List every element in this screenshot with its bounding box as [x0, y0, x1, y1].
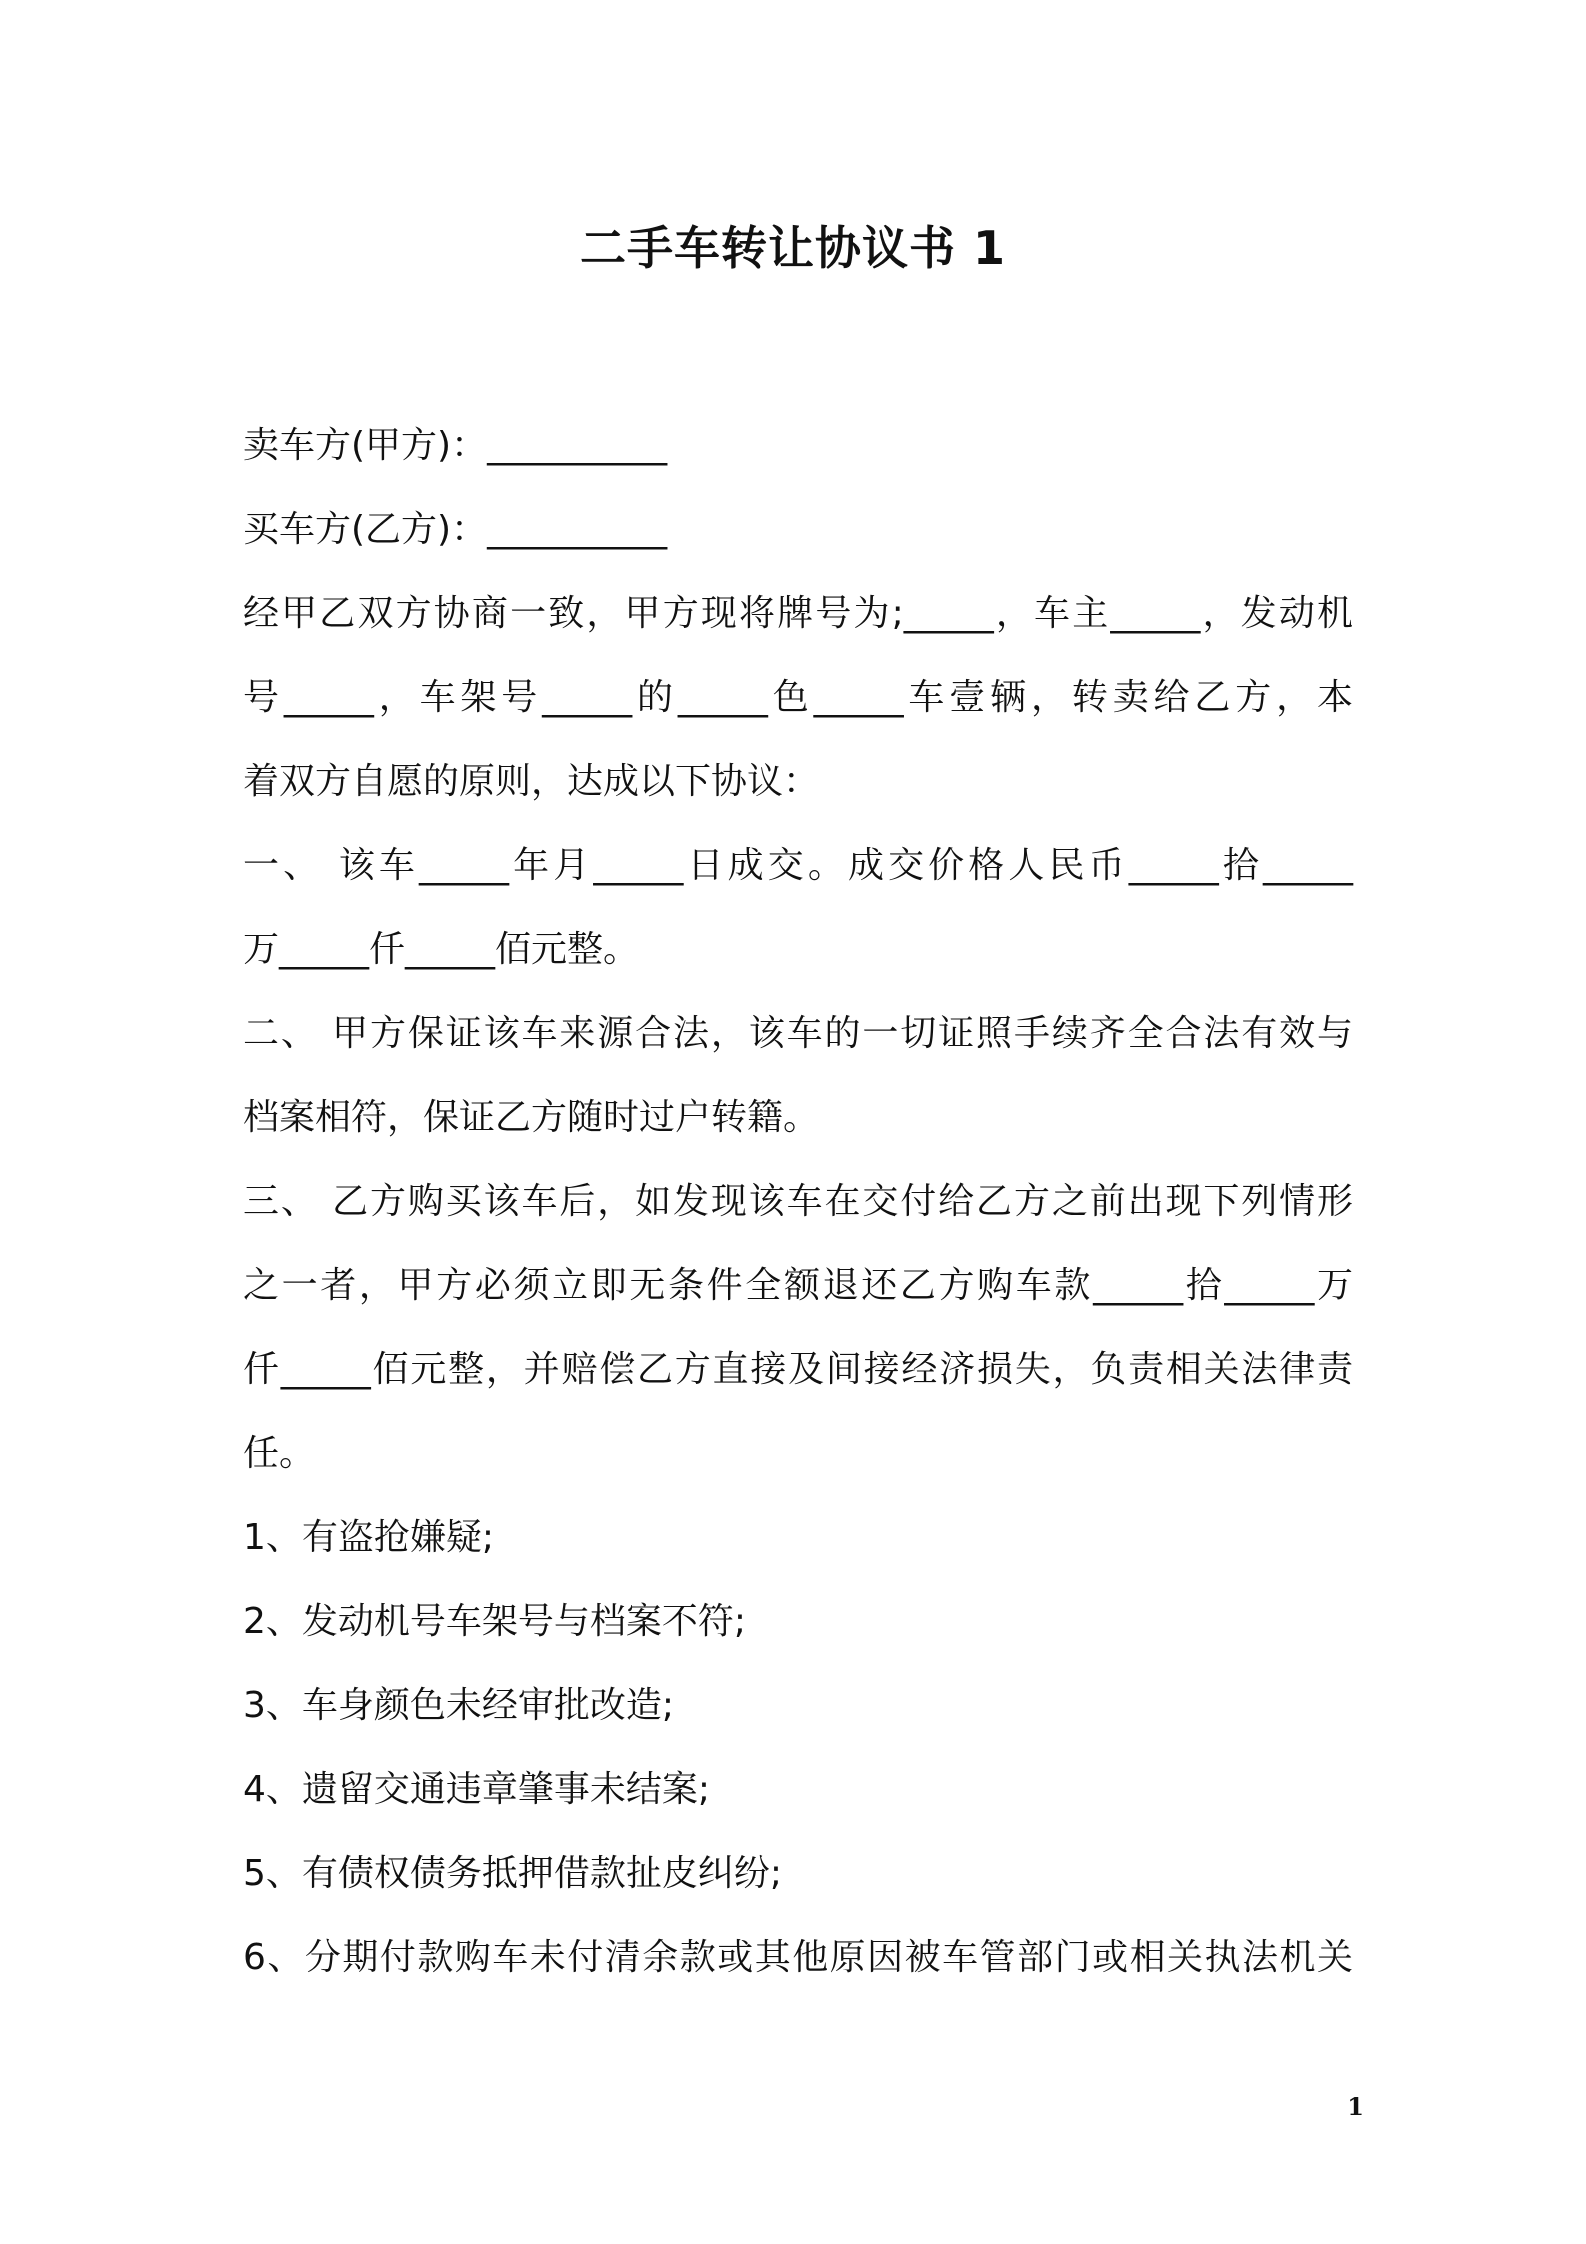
clause-one-line: 一、 该车_____年月_____日成交。成交价格人民币_____拾_____: [243, 845, 1353, 886]
list-item: 4、遗留交通违章肇事未结案;: [243, 1769, 711, 1810]
clause-two-line: 档案相符，保证乙方随时过户转籍。: [243, 1097, 820, 1138]
clause-three-line: 之一者，甲方必须立即无条件全额退还乙方购车款_____拾_____万: [243, 1265, 1353, 1306]
list-item: 6、分期付款购车未付清余款或其他原因被车管部门或相关执法机关: [243, 1937, 1353, 1978]
paragraph-line: 号_____，车架号_____的_____色_____车壹辆，转卖给乙方，本: [243, 677, 1353, 718]
document-body: [243, 404, 1353, 2000]
document-title: 二手车转让协议书 1: [579, 221, 1007, 275]
clause-three-line: 三、 乙方购买该车后，如发现该车在交付给乙方之前出现下列情形: [243, 1181, 1353, 1222]
clause-three-line: 任。: [243, 1433, 316, 1474]
list-item: 2、发动机号车架号与档案不符;: [243, 1601, 747, 1642]
list-item: 1、有盗抢嫌疑;: [243, 1517, 495, 1558]
seller-line: 卖车方(甲方)：__________: [243, 425, 668, 466]
page-number: 1: [1347, 2092, 1364, 2121]
paragraph-line: 经甲乙双方协商一致，甲方现将牌号为;_____，车主_____，发动机: [243, 593, 1353, 634]
clause-three-line: 仟_____佰元整，并赔偿乙方直接及间接经济损失，负责相关法律责: [243, 1349, 1353, 1390]
list-item: 3、车身颜色未经审批改造;: [243, 1685, 675, 1726]
clause-two-line: 二、 甲方保证该车来源合法，该车的一切证照手续齐全合法有效与: [243, 1013, 1353, 1054]
list-item: 5、有债权债务抵押借款扯皮纠纷;: [243, 1853, 783, 1894]
paragraph-line: 着双方自愿的原则，达成以下协议：: [243, 761, 820, 802]
buyer-line: 买车方(乙方)：__________: [243, 509, 668, 550]
clause-one-line: 万_____仟_____佰元整。: [243, 929, 640, 970]
